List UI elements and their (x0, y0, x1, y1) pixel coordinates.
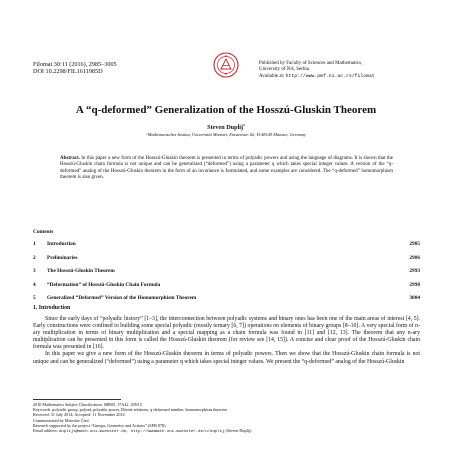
journal-header-left (33, 61, 117, 76)
footnote-dates: Received: 31 July 2014; Accepted: 11 November 2014 (33, 412, 125, 418)
toc-item-title: “Deformation” of Hosszú-Gluskin Chain Formula (47, 281, 161, 288)
availability-line (259, 74, 375, 80)
table-of-contents (33, 238, 420, 306)
toc-item[interactable] (33, 279, 420, 293)
footnote-divider (33, 399, 121, 400)
toc-item-title: Introduction (47, 241, 76, 247)
author-email-link[interactable]: duplijs@math.uni-muenster.de, http://wwwmath.uni-muenster.de/u/duplij (58, 430, 225, 435)
university-line: University of Niš, Serbia (259, 67, 309, 73)
introduction-body (33, 316, 420, 366)
journal-header-right (259, 61, 375, 80)
availability-prefix: Available at: (259, 73, 286, 79)
journal-url-link[interactable]: http://www.pmf.ni.ac.rs/filomat (285, 73, 375, 79)
toc-item-number: 4 (33, 281, 36, 288)
journal-logo-icon (213, 52, 239, 78)
toc-item-title: Preliminaries (47, 254, 78, 261)
publisher-line: Published by Faculty of Sciences and Mathematics, (259, 61, 363, 66)
author-name: Steven Duplij$^a$ (207, 122, 245, 132)
toc-item[interactable] (33, 292, 420, 306)
abstract-text: In this paper a new form of the Hosszú-Gluskin theorem is presented in terms of polyadic powers and using the language of diagrams. It is shown that the Hosszú-Gluskin chain formula is not unique and can be generalized (“deformed”) using a parameter q which takes special integer values. A version of the “q-deformed” analog of the Hosszú-Gluskin theorem in the form of an invariance is formulated, and some examples are considered. The “q-deformed” homomorphism theorem is also given. (60, 156, 393, 181)
toc-item[interactable] (33, 238, 420, 252)
toc-item-page: 3004 (409, 295, 420, 301)
toc-item-number: 1 (33, 241, 36, 247)
footnotes (33, 402, 420, 435)
footnote-communicated: Communicated by Miroslav Ćirić (33, 417, 90, 423)
body-paragraph: In this paper we give a new form of the Hosszú-Gluskin theorem in terms of polyadic powers. Then we show that the Hosszú-Gluskin chain formula is not unique and can be generalized (“deformed”) using a parameter q which takes special integer values. We present the “q-deformed” analog of the Hosszú-Gluskin (33, 351, 420, 365)
section-heading-introduction: 1. Introduction (33, 305, 71, 311)
footnote-support: Research supported by the project “Groups, Geometry and Actions” (SFB 878). (33, 422, 167, 428)
toc-item[interactable] (33, 265, 420, 279)
toc-item-page: 2985 (409, 241, 420, 247)
journal-doi: DOI 10.2298/FIL1611985D (33, 68, 103, 76)
toc-item-number: 5 (33, 295, 36, 301)
footnote-keywords: Keywords. polyadic group, polyad, polyadic power, Dörnte relations, q-deformed number, homomorphism theorem (33, 407, 227, 413)
footnote-msc: 2010 Mathematics Subject Classification. 08B05, 17A42, 20N15 (33, 402, 142, 407)
contents-heading: Contents (33, 229, 54, 235)
toc-item-title: The Hosszú-Gluskin Theorem (47, 268, 115, 274)
toc-item-page: 2993 (409, 268, 420, 274)
abstract-label: Abstract. (60, 156, 80, 161)
toc-item-number: 3 (33, 268, 36, 274)
journal-citation: Filomat 30:11 (2016), 2985–3005 (33, 61, 117, 68)
email-prefix: Email address: (33, 428, 59, 434)
abstract (60, 156, 393, 182)
toc-item-page: 2986 (409, 254, 420, 261)
footnote-email (33, 428, 420, 435)
toc-item-number: 2 (33, 254, 36, 261)
toc-item-page: 2998 (409, 281, 420, 288)
email-suffix: (Steven Duplij) (224, 428, 252, 434)
toc-item[interactable] (33, 252, 420, 266)
body-paragraph: Since the early days of “polyadic history” [1–3], the interconnection between polyadic systems and binary ones has been one of the main areas of interest [4, 5]. Early constructions were confined to building some special polyadic (mostly ternary [6, 7]) operations on elements of binary groups [8–10]. A very special form of n-ary multiplication in terms of binary multiplication and a special mapping as a chain formula was found in [11] and [12, 13]. The theorem that any n-ary multiplication can be presented in this form is called the Hosszú-Gluskin theorem (for review see [14, 15]). A concise and clear proof of the Hosszú-Gluskin chain formula was presented in [16]. (33, 316, 420, 351)
paper-title: A “q-deformed” Generalization of the Hosszú-Gluskin Theorem (75, 104, 377, 116)
author-affiliation: ᵃMathematisches Institut, Universität Münster, Einsteinstr. 62, D-48149 Münster, Germany (146, 132, 306, 137)
toc-item-title: Generalized “Deformed” Version of the Homomorphism Theorem (47, 295, 197, 301)
author-name-text: Steven Duplij (207, 124, 244, 132)
